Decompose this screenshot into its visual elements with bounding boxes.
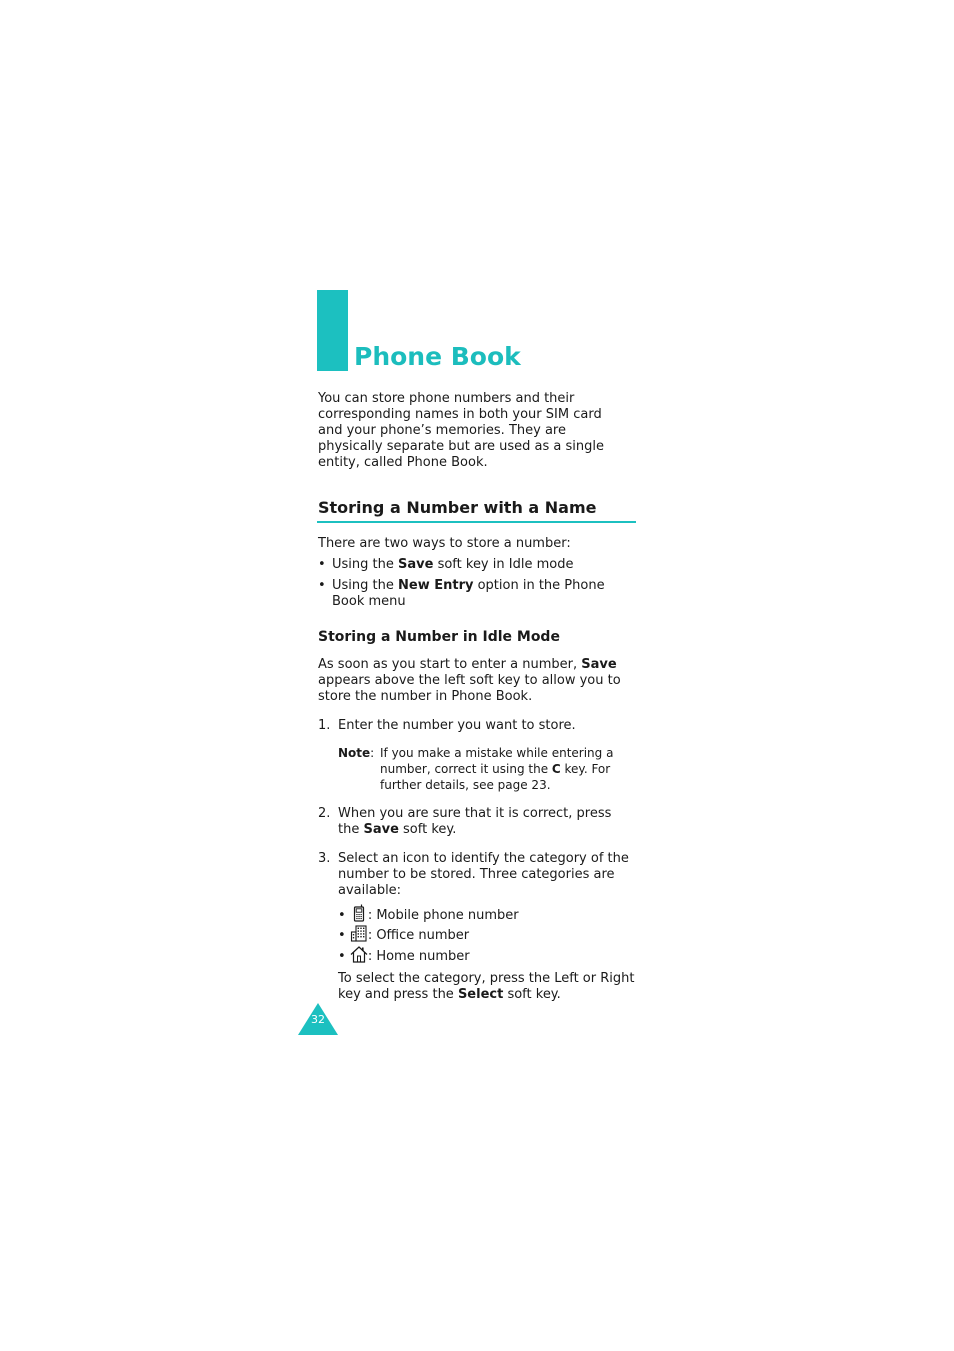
step-text: Select an icon to identify the category of the number to be stored. Three categories are available: — [338, 851, 629, 898]
bullet-text: Using the — [332, 578, 398, 593]
bullet-bold-text: Save — [398, 557, 434, 572]
step-bold-text: Save — [363, 822, 399, 837]
paragraph-text: soft key. — [503, 987, 561, 1002]
bullet-marker: • — [318, 557, 326, 572]
section-heading-rule — [317, 521, 636, 523]
category-label: : Home number — [367, 949, 470, 964]
bullet-text: Using the — [332, 557, 398, 572]
note-text: If you make a mistake while entering a number, correct it using the — [380, 746, 614, 776]
list-item — [318, 578, 636, 610]
chapter-accent-block — [317, 290, 348, 371]
step-2 — [318, 806, 636, 838]
step-text: When you are sure that it is correct, press the — [338, 806, 612, 837]
bullet-text: soft key in Idle mode — [433, 557, 574, 572]
step-text: Enter the number you want to store. — [338, 718, 576, 733]
step-number: 1. — [318, 718, 331, 733]
step-text: soft key. — [398, 822, 457, 837]
note-block — [338, 745, 628, 793]
paragraph-text: To select the category, press the Left or Right key and press the — [338, 971, 635, 1002]
paragraph-bold-text: Select — [457, 987, 504, 1002]
note-separator: : — [370, 746, 375, 760]
subsection-heading: Storing a Number in Idle Mode — [318, 629, 560, 645]
category-label: : Mobile phone number — [367, 908, 519, 923]
bullet-marker: • — [338, 908, 346, 923]
bullet-bold-text: New Entry — [398, 578, 474, 593]
page-title: Phone Book — [354, 342, 521, 371]
note-bold-text: C — [551, 762, 561, 776]
note-text: key. For further details, see page 23. — [380, 762, 611, 792]
list-item — [318, 557, 636, 573]
paragraph-bold-text: Save — [581, 657, 617, 672]
bullet-text: option in the Phone Book menu — [332, 578, 605, 609]
step-number: 2. — [318, 806, 331, 821]
office-building-icon — [350, 924, 368, 942]
bullet-marker: • — [338, 949, 346, 964]
list-item — [338, 904, 519, 924]
home-icon — [350, 945, 368, 963]
note-label: Note — [338, 746, 371, 760]
list-item — [338, 924, 469, 944]
step-number: 3. — [318, 851, 331, 866]
mobile-phone-icon — [350, 904, 368, 922]
category-label: : Office number — [367, 928, 470, 943]
list-item — [338, 945, 470, 965]
paragraph-text: appears above the left soft key to allow you to store the number in Phone Book. — [318, 673, 621, 704]
section-heading: Storing a Number with a Name — [318, 498, 597, 517]
page-number: 32 — [311, 1013, 325, 1026]
step-1 — [318, 718, 636, 734]
step-3 — [318, 851, 636, 899]
bullet-marker: • — [318, 578, 326, 593]
bullet-marker: • — [338, 928, 346, 943]
closing-paragraph — [338, 971, 636, 1003]
intro-paragraph: You can store phone numbers and their corresponding names in both your SIM card and your phone’s memories. They are physically separate but are used as a single entity, called Phone Book. — [318, 391, 604, 470]
paragraph-text: As soon as you start to enter a number, — [318, 657, 582, 672]
subsection-paragraph — [318, 657, 636, 705]
section-lead: There are two ways to store a number: — [318, 536, 571, 551]
